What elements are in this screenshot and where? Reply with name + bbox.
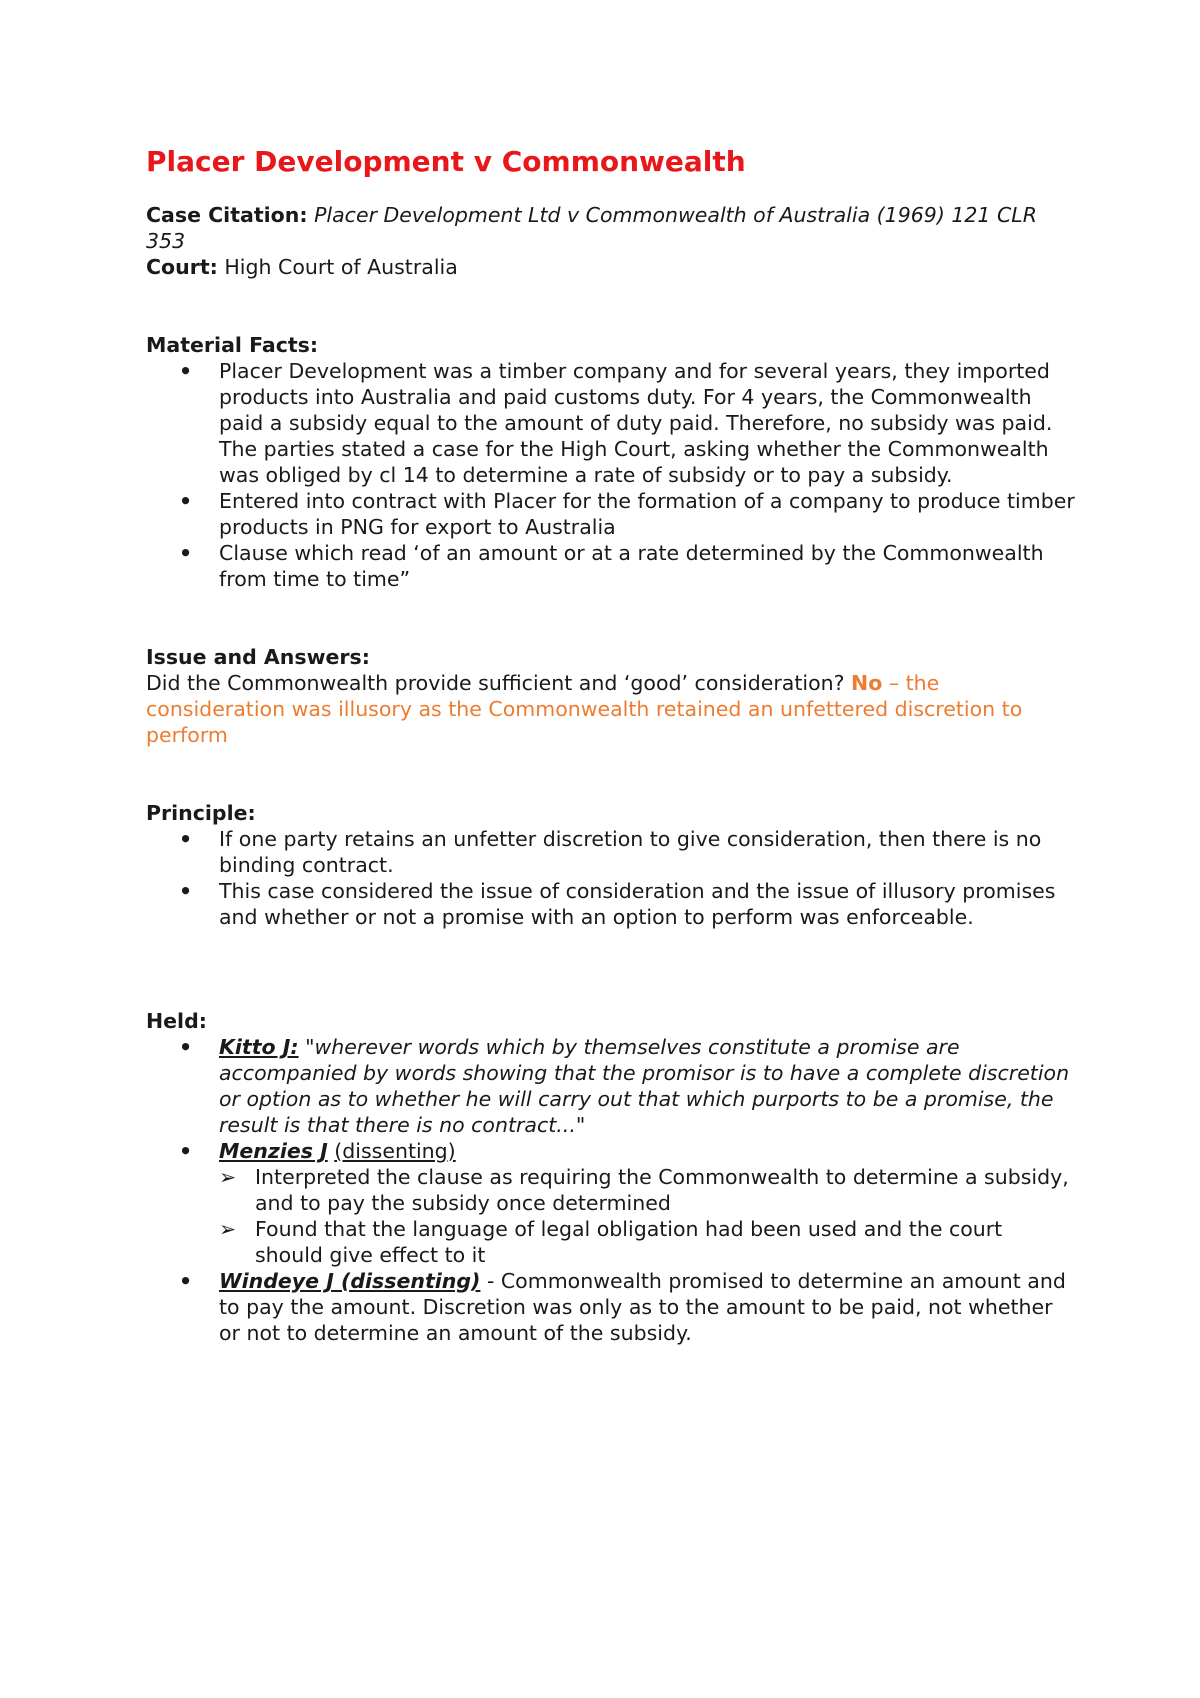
arrow-bullet-icon: ➢ — [219, 1165, 237, 1189]
court-line — [146, 254, 1076, 280]
judge-name-menzies: Menzies J — [219, 1139, 328, 1163]
menzies-points — [219, 1164, 1076, 1268]
sub-list-item — [219, 1164, 1076, 1216]
issue-question: Did the Commonwealth provide sufficient and ‘good’ consideration? — [146, 671, 845, 695]
held-item-windeye — [219, 1268, 1076, 1346]
spacer — [146, 930, 1076, 1008]
issue-answer-word: No — [851, 671, 883, 695]
sub-list-text: Interpreted the clause as requiring the Commonwealth to determine a subsidy, and to pay the subsidy once determined — [255, 1165, 1069, 1215]
issue-paragraph — [146, 670, 1076, 748]
held-heading: Held: — [146, 1009, 207, 1033]
case-citation — [146, 202, 1076, 254]
sub-list-item — [219, 1216, 1076, 1268]
court-label: Court: — [146, 255, 218, 279]
sub-list-text: Found that the language of legal obligation had been used and the court should give effect to it — [255, 1217, 1003, 1267]
citation-label: Case Citation: — [146, 203, 308, 227]
spacer — [146, 280, 1076, 332]
spacer — [146, 592, 1076, 644]
material-facts-heading: Material Facts: — [146, 333, 319, 357]
kitto-quote: "wherever words which by themselves constitute a promise are accompanied by words showing that the promisor is to have a complete discretion or option as to whether he will carry out that which purports to be a promise, the result is that there is no contract..." — [219, 1035, 1070, 1137]
issue-heading: Issue and Answers: — [146, 645, 370, 669]
case-title: Placer Development v Commonwealth — [146, 145, 746, 178]
list-item: • This case considered the issue of consideration and the issue of illusory promises and whether or not a promise with an option to perform was enforceable. — [219, 878, 1076, 930]
menzies-note: (dissenting) — [334, 1139, 456, 1163]
document-body — [146, 142, 1076, 1346]
court-value: High Court of Australia — [224, 255, 458, 279]
held-list — [146, 1034, 1076, 1346]
held-item-menzies — [219, 1138, 1076, 1268]
material-facts-list — [146, 358, 1076, 592]
principle-heading: Principle: — [146, 801, 256, 825]
held-item-kitto — [219, 1034, 1076, 1138]
issue-answer-text: – the consideration was illusory as the Commonwealth retained an unfettered discretion to perform — [146, 671, 1023, 747]
list-item: • If one party retains an unfetter discretion to give consideration, then there is no binding contract. — [219, 826, 1076, 878]
principle-list — [146, 826, 1076, 930]
judge-name-kitto: Kitto J: — [219, 1035, 299, 1059]
arrow-bullet-icon: ➢ — [219, 1217, 237, 1241]
list-item: • Clause which read ‘of an amount or at a rate determined by the Commonwealth from time to time” — [219, 540, 1076, 592]
spacer — [146, 748, 1076, 800]
list-item: • Placer Development was a timber company and for several years, they imported products into Australia and paid customs duty. For 4 years, the Commonwealth paid a subsidy equal to the amount of duty paid. Therefore, no subsidy was paid. The parties stated a case for the High Court, asking whether the Commonwealth was obliged by cl 14 to determine a rate of subsidy or to pay a subsidy. — [219, 358, 1076, 488]
judge-name-windeye: Windeye J (dissenting) — [219, 1269, 481, 1293]
list-item: • Entered into contract with Placer for the formation of a company to produce timber products in PNG for export to Australia — [219, 488, 1076, 540]
windeye-text: - Commonwealth promised to determine an amount and to pay the amount. Discretion was only as to the amount to be paid, not whether or not to determine an amount of the subsidy. — [219, 1269, 1066, 1345]
citation-value: Placer Development Ltd v Commonwealth of Australia (1969) 121 CLR 353 — [146, 203, 1037, 253]
